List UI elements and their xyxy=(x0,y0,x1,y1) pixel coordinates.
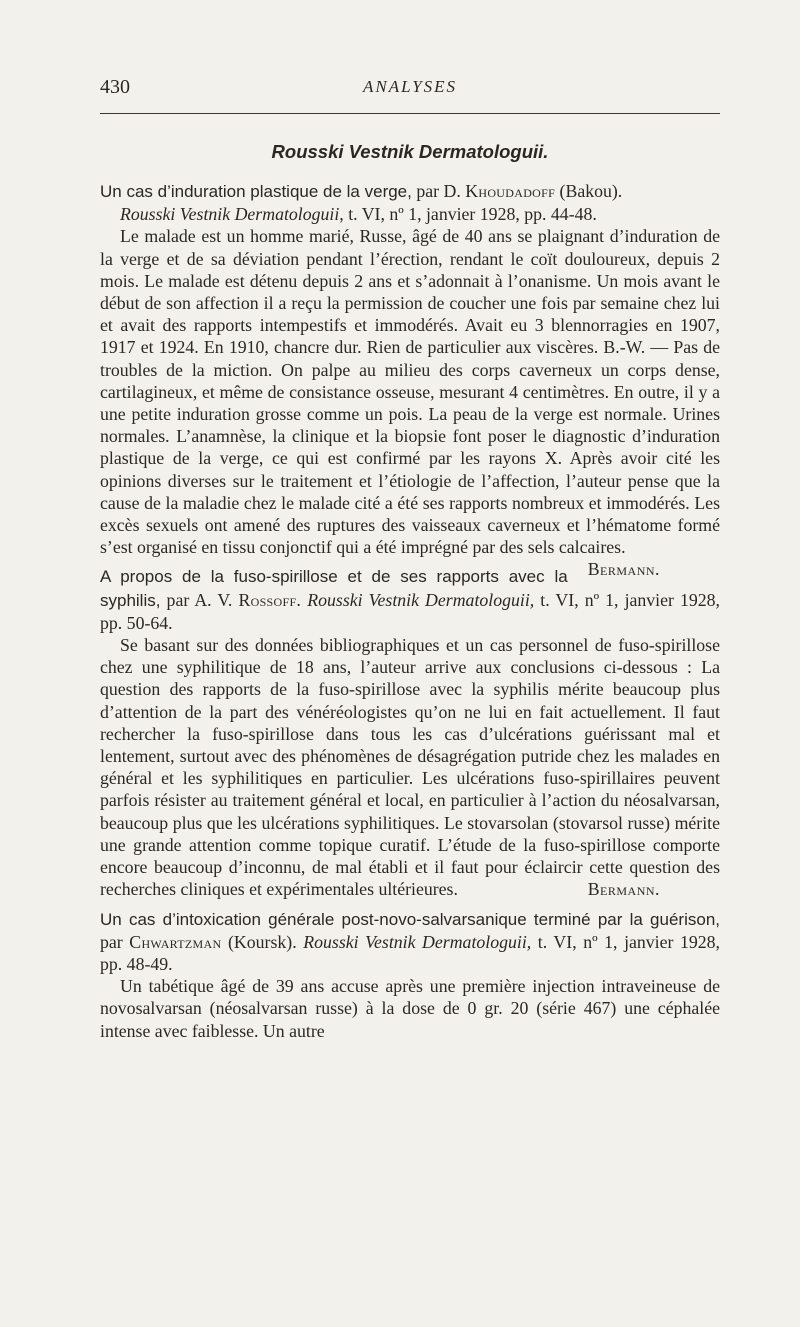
section-label: ANALYSES xyxy=(362,77,458,96)
article-title: A propos de la fuso-spirillose et de ses rapports avec la syphilis, xyxy=(100,567,568,610)
author-place: (Koursk). xyxy=(228,931,297,952)
reviewer-signature: Bermann. xyxy=(587,879,660,900)
article-body xyxy=(100,634,720,900)
citation-details: t. VI, nº 1, janvier 1928, pp. 44-48. xyxy=(348,204,597,225)
journal-citation-title: Roussk​i Vestnik Dermatologuii, xyxy=(120,204,344,225)
byline-prefix: par D. xyxy=(416,181,461,201)
author-place: (Bakou). xyxy=(559,181,623,201)
article-text: Un tabétique âgé de 39 ans accuse après une première injection intraveineuse de novosalvarsan (néosalvarsan russe) à la dose de 0 gr. 20 (série 467) une céphalée intense avec faiblesse. Un autre xyxy=(100,976,720,1041)
author-name: Chwartzman xyxy=(129,931,222,952)
running-head xyxy=(100,76,720,102)
article-column xyxy=(100,180,720,1042)
journal-title: Rousski Vestnik Dermatologuii. xyxy=(271,141,549,162)
article-2 xyxy=(100,565,720,900)
header-rule xyxy=(100,113,720,114)
article-3 xyxy=(100,908,720,1042)
citation-details: t. VI, nº 1, janvier 1928, pp. 50-64. xyxy=(100,589,721,633)
byline-prefix: par xyxy=(100,931,123,952)
page-number: 430 xyxy=(100,76,130,98)
article-heading xyxy=(100,180,720,225)
article-title: Un cas d’induration plastique de la verge, xyxy=(100,182,412,201)
article-text: Le malade est un homme marié, Russe, âgé de 40 ans se plaignant d’induration de la verge et de sa déviation pendant l’érection, rendant le coït douloureux, depuis 2 mois. Le malade est détenu depuis 2 ans et s’adonnait à l’onanisme. Un mois avant le début de son affection il a reçu la permission de coucher une fois par semaine chez lui et avait des rapports intempestifs et immodérés. Avait eu 3 blennorragies en 1907, 1917 et 1924. En 1910, chancre dur. Rien de particulier aux viscères. B.-W. — Pas de troubles de la miction. On palpe au milieu des corps caverneux un corps dense, cartilagineux, et même de consistance osseuse, mesurant 4 centimètres. En outre, il y a une petite induration grosse comme un pois. La peau de la verge est normale. Urines normales. L’anamnèse, la clinique et la biopsie font poser le diagnostic d’induration plastique de la verge, ce qui est confirmé par les rayons X. Après avoir cité les opinions diverses sur le traitement et l’étiologie de l’affection, l’auteur pense que la cause de la maladie chez le malade cité a été ses rapports nombreux et immodérés. Les excès sexuels ont amené des ruptures des vaisseaux caverneux et l’hématome formé s’est organisé en tissu conjonctif qui a été imprégné par des sels calcaires. xyxy=(100,226,720,558)
citation-details: t. VI, nº 1, janvier 1928, pp. 48-49. xyxy=(100,931,721,974)
article-body xyxy=(100,225,720,580)
author-name: Rossoff. xyxy=(238,589,302,610)
reviewer-signature: Bermann. xyxy=(587,559,660,580)
article-title: Un cas d’intoxication générale post-novo-salvarsanique terminé par la guérison, xyxy=(100,909,720,929)
journal-citation-title: Roussk​i Vestnik Dermatologuii, xyxy=(307,589,535,610)
article-heading xyxy=(100,908,720,976)
author-name: Khoudadoff xyxy=(465,181,556,201)
journal-citation-title: Roussk​i Vestnik Dermatologuii, xyxy=(303,931,532,952)
article-body xyxy=(100,975,720,1042)
article-text: Se basant sur des données bibliographiques et un cas personnel de fuso-spirillose chez une syphilitique de 18 ans, l’auteur arrive aux conclusions ci-dessous : La question des rapports de la fuso-spirillose avec la syphilis mérite beaucoup plus d’attention de la part des vénéréologistes qu’on ne lui en fait actuellement. Il faut rechercher la fuso-spirillose dans tous les cas d’ulcérations guérissant mal et lentement, surtout avec des phénomènes de désagrégation putride chez les malades en général et les syphilitiques en particulier. Les ulcérations fuso-spirillaires peuvent parfois résister au traitement général et local, en particulier à l’action du néosalvarsan, beaucoup plus que les ulcérations syphilitiques. Le stovarsolan (stovarsol russe) mérite une grande attention comme topique curatif. L’étude de la fuso-spirillose comporte encore beaucoup d’inconnu, de mal établi et il faut pour éclaircir cette question des recherches cliniques et expérimentales ultérieures. xyxy=(100,635,720,900)
byline-prefix: par A. V. xyxy=(166,589,233,610)
article-1 xyxy=(100,180,720,580)
